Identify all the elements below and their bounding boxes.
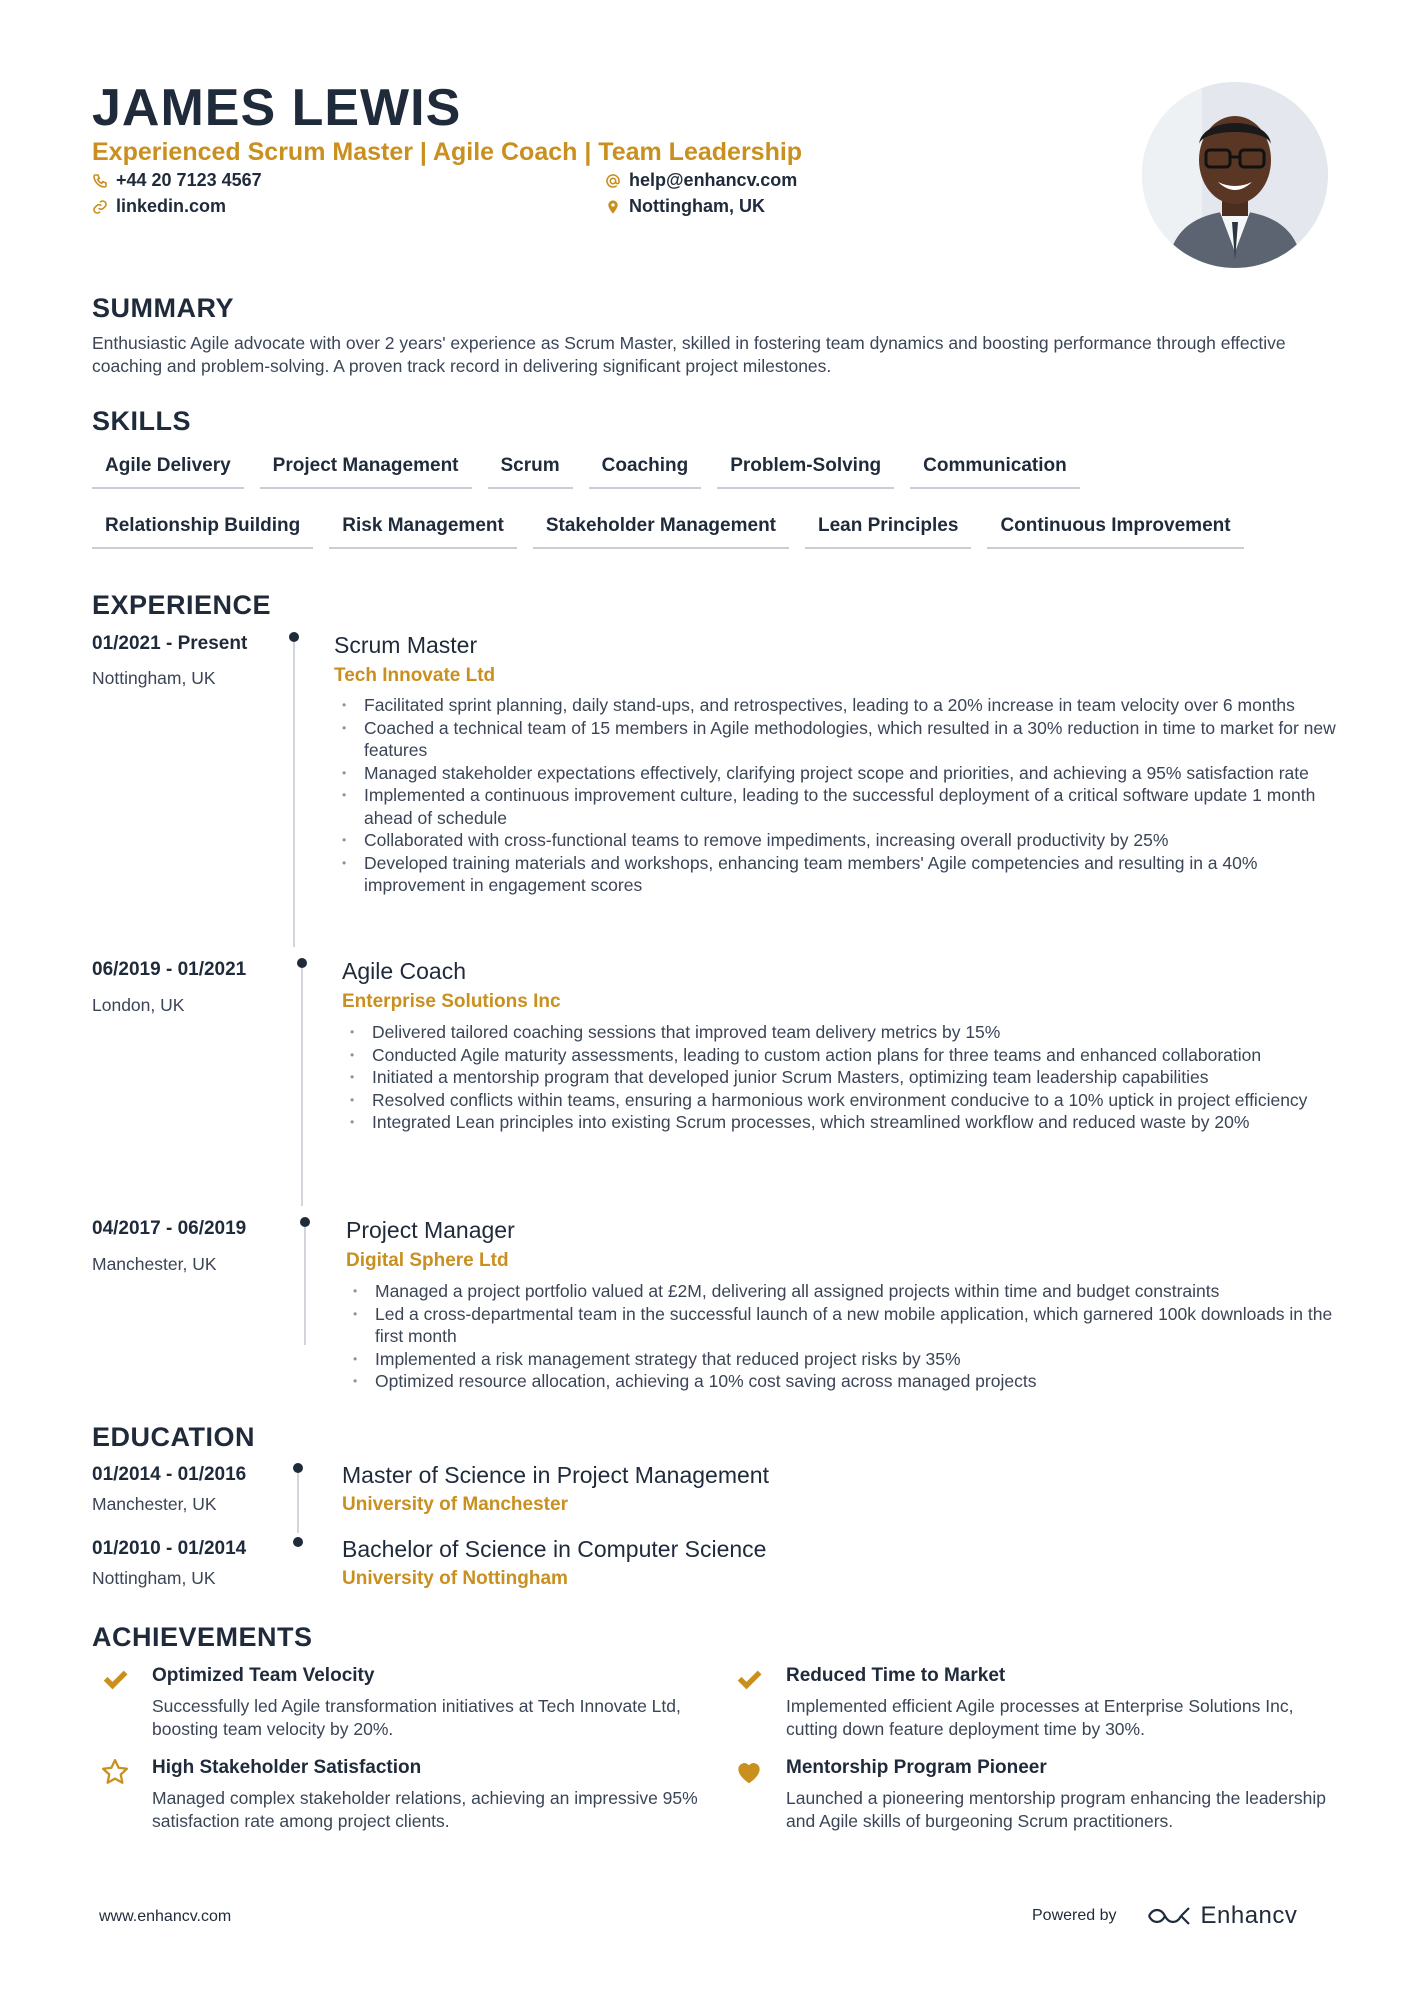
achievement-item bbox=[786, 1757, 1346, 1832]
skill-tag: Coaching bbox=[589, 455, 702, 489]
achievement-title: Optimized Team Velocity bbox=[152, 1665, 375, 1686]
degree-title: Master of Science in Project Management bbox=[342, 1462, 769, 1488]
achievement-description: Implemented efficient Agile processes at Enterprise Solutions Inc, cutting down feature deployment time by 30%. bbox=[786, 1696, 1294, 1739]
list-item: • Led a cross-departmental team in the successful launch of a new mobile application, which garnered 100k downloads in the first month bbox=[347, 1303, 1337, 1348]
job-location: London, UK bbox=[92, 995, 185, 1015]
candidate-headline: Experienced Scrum Master | Agile Coach | Team Leadership bbox=[92, 138, 803, 166]
candidate-name: JAMES LEWIS bbox=[92, 79, 462, 137]
summary-text: Enthusiastic Agile advocate with over 2 years' experience as Scrum Master, skilled in fostering team dynamics and boosting performance through effective coaching and problem-solving. A proven track record in delivering significant project milestones. bbox=[92, 333, 1286, 376]
star-icon bbox=[100, 1757, 130, 1787]
job-bullets bbox=[336, 694, 1336, 897]
skill-tag: Project Management bbox=[260, 455, 472, 489]
location-text: Nottingham, UK bbox=[629, 196, 765, 216]
contact-location bbox=[605, 196, 765, 217]
at-icon bbox=[605, 173, 621, 189]
list-item: • Resolved conflicts within teams, ensuring a harmonious work environment conducive to a 10% uptick in project efficiency bbox=[344, 1089, 1336, 1112]
skill-tag: Problem-Solving bbox=[717, 455, 894, 489]
skill-tag: Communication bbox=[910, 455, 1080, 489]
achievement-title: Reduced Time to Market bbox=[786, 1665, 1006, 1686]
achievements-heading: ACHIEVEMENTS bbox=[92, 1622, 313, 1652]
education-dates: 01/2014 - 01/2016 bbox=[92, 1464, 247, 1485]
timeline-dot bbox=[293, 1463, 303, 1473]
job-title: Project Manager bbox=[346, 1217, 515, 1243]
school-name: University of Nottingham bbox=[342, 1568, 568, 1589]
timeline-dot bbox=[293, 1537, 303, 1547]
education-heading: EDUCATION bbox=[92, 1422, 255, 1452]
achievement-item bbox=[786, 1665, 1346, 1740]
job-company: Tech Innovate Ltd bbox=[334, 665, 496, 686]
skill-tag: Relationship Building bbox=[92, 515, 313, 549]
list-item: • Managed a project portfolio valued at £2M, delivering all assigned projects within time and budget constraints bbox=[347, 1280, 1337, 1303]
location-pin-icon bbox=[605, 199, 621, 215]
degree-title: Bachelor of Science in Computer Science bbox=[342, 1536, 767, 1562]
job-company: Enterprise Solutions Inc bbox=[342, 991, 561, 1012]
job-bullets bbox=[347, 1280, 1337, 1393]
list-item: • Facilitated sprint planning, daily stand-ups, and retrospectives, leading to a 20% increase in team velocity over 6 months bbox=[336, 694, 1336, 717]
profile-photo bbox=[1142, 82, 1328, 268]
list-item: • Delivered tailored coaching sessions that improved team delivery metrics by 15% bbox=[344, 1021, 1336, 1044]
skills-heading: SKILLS bbox=[92, 406, 192, 436]
summary-heading: SUMMARY bbox=[92, 293, 234, 323]
achievement-description: Successfully led Agile transformation initiatives at Tech Innovate Ltd, boosting team velocity by 20%. bbox=[152, 1696, 681, 1739]
skills-row-1 bbox=[92, 455, 1080, 489]
achievement-description: Launched a pioneering mentorship program enhancing the leadership and Agile skills of burgeoning Scrum practitioners. bbox=[786, 1788, 1326, 1831]
job-title: Scrum Master bbox=[334, 632, 478, 658]
school-name: University of Manchester bbox=[342, 1494, 568, 1515]
email-text: help@enhancv.com bbox=[629, 170, 798, 190]
footer-website[interactable]: www.enhancv.com bbox=[99, 1908, 232, 1925]
achievement-title: High Stakeholder Satisfaction bbox=[152, 1757, 422, 1778]
skills-row-2 bbox=[92, 515, 1244, 549]
timeline-dot bbox=[300, 1217, 310, 1227]
linkedin-text: linkedin.com bbox=[116, 196, 227, 216]
job-bullets bbox=[344, 1021, 1336, 1134]
job-dates: 04/2017 - 06/2019 bbox=[92, 1218, 247, 1239]
timeline-line bbox=[293, 642, 295, 947]
achievement-description: Managed complex stakeholder relations, achieving an impressive 95% satisfaction rate among project clients. bbox=[152, 1788, 698, 1831]
achievement-item bbox=[152, 1665, 712, 1740]
education-dates: 01/2010 - 01/2014 bbox=[92, 1538, 247, 1559]
job-dates: 01/2021 - Present bbox=[92, 633, 248, 654]
list-item: • Initiated a mentorship program that developed junior Scrum Masters, optimizing team leadership capabilities bbox=[344, 1066, 1336, 1089]
timeline-line bbox=[297, 1473, 299, 1533]
job-title: Agile Coach bbox=[342, 958, 467, 984]
footer-branding bbox=[1032, 1902, 1297, 1930]
timeline-dot bbox=[297, 958, 307, 968]
list-item: • Implemented a continuous improvement culture, leading to the successful deployment of a critical software update 1 month ahead of schedule bbox=[336, 784, 1336, 829]
heart-icon bbox=[734, 1757, 764, 1787]
list-item: • Optimized resource allocation, achieving a 10% cost saving across managed projects bbox=[347, 1370, 1337, 1393]
timeline-line bbox=[301, 968, 303, 1206]
phone-icon bbox=[92, 173, 108, 189]
list-item: • Integrated Lean principles into existing Scrum processes, which streamlined workflow and reduced waste by 20% bbox=[344, 1111, 1336, 1134]
contact-email[interactable] bbox=[605, 170, 797, 191]
powered-by-label: Powered by bbox=[1032, 1907, 1117, 1924]
enhancv-logo[interactable] bbox=[1145, 1902, 1298, 1930]
skill-tag: Risk Management bbox=[329, 515, 517, 549]
list-item: • Collaborated with cross-functional teams to remove impediments, increasing overall productivity by 25% bbox=[336, 829, 1336, 852]
link-icon bbox=[92, 199, 108, 215]
brand-name: Enhancv bbox=[1200, 1902, 1298, 1929]
list-item: • Conducted Agile maturity assessments, leading to custom action plans for three teams and enhanced collaboration bbox=[344, 1044, 1336, 1067]
list-item: • Developed training materials and workshops, enhancing team members' Agile competencies and resulting in a 40% improvement in engagement scores bbox=[336, 852, 1336, 897]
contact-phone bbox=[92, 170, 262, 191]
phone-text: +44 20 7123 4567 bbox=[116, 170, 262, 190]
skill-tag: Stakeholder Management bbox=[533, 515, 789, 549]
check-icon bbox=[100, 1665, 130, 1695]
job-location: Manchester, UK bbox=[92, 1254, 217, 1274]
contact-linkedin[interactable] bbox=[92, 196, 226, 217]
job-dates: 06/2019 - 01/2021 bbox=[92, 959, 247, 980]
job-location: Nottingham, UK bbox=[92, 668, 216, 688]
skill-tag: Continuous Improvement bbox=[987, 515, 1243, 549]
list-item: • Managed stakeholder expectations effectively, clarifying project scope and priorities, and achieving a 95% satisfaction rate bbox=[336, 762, 1336, 785]
list-item: • Implemented a risk management strategy that reduced project risks by 35% bbox=[347, 1348, 1337, 1371]
achievement-title: Mentorship Program Pioneer bbox=[786, 1757, 1047, 1778]
skill-tag: Agile Delivery bbox=[92, 455, 244, 489]
timeline-dot bbox=[289, 632, 299, 642]
experience-heading: EXPERIENCE bbox=[92, 590, 272, 620]
enhancv-logo-icon bbox=[1145, 1904, 1193, 1928]
skill-tag: Scrum bbox=[488, 455, 573, 489]
skill-tag: Lean Principles bbox=[805, 515, 971, 549]
timeline-line bbox=[304, 1227, 306, 1345]
education-location: Nottingham, UK bbox=[92, 1568, 216, 1588]
achievement-item bbox=[152, 1757, 712, 1832]
check-icon bbox=[734, 1665, 764, 1695]
job-company: Digital Sphere Ltd bbox=[346, 1250, 509, 1271]
education-location: Manchester, UK bbox=[92, 1494, 217, 1514]
list-item: • Coached a technical team of 15 members in Agile methodologies, which resulted in a 30% reduction in time to market for new features bbox=[336, 717, 1336, 762]
